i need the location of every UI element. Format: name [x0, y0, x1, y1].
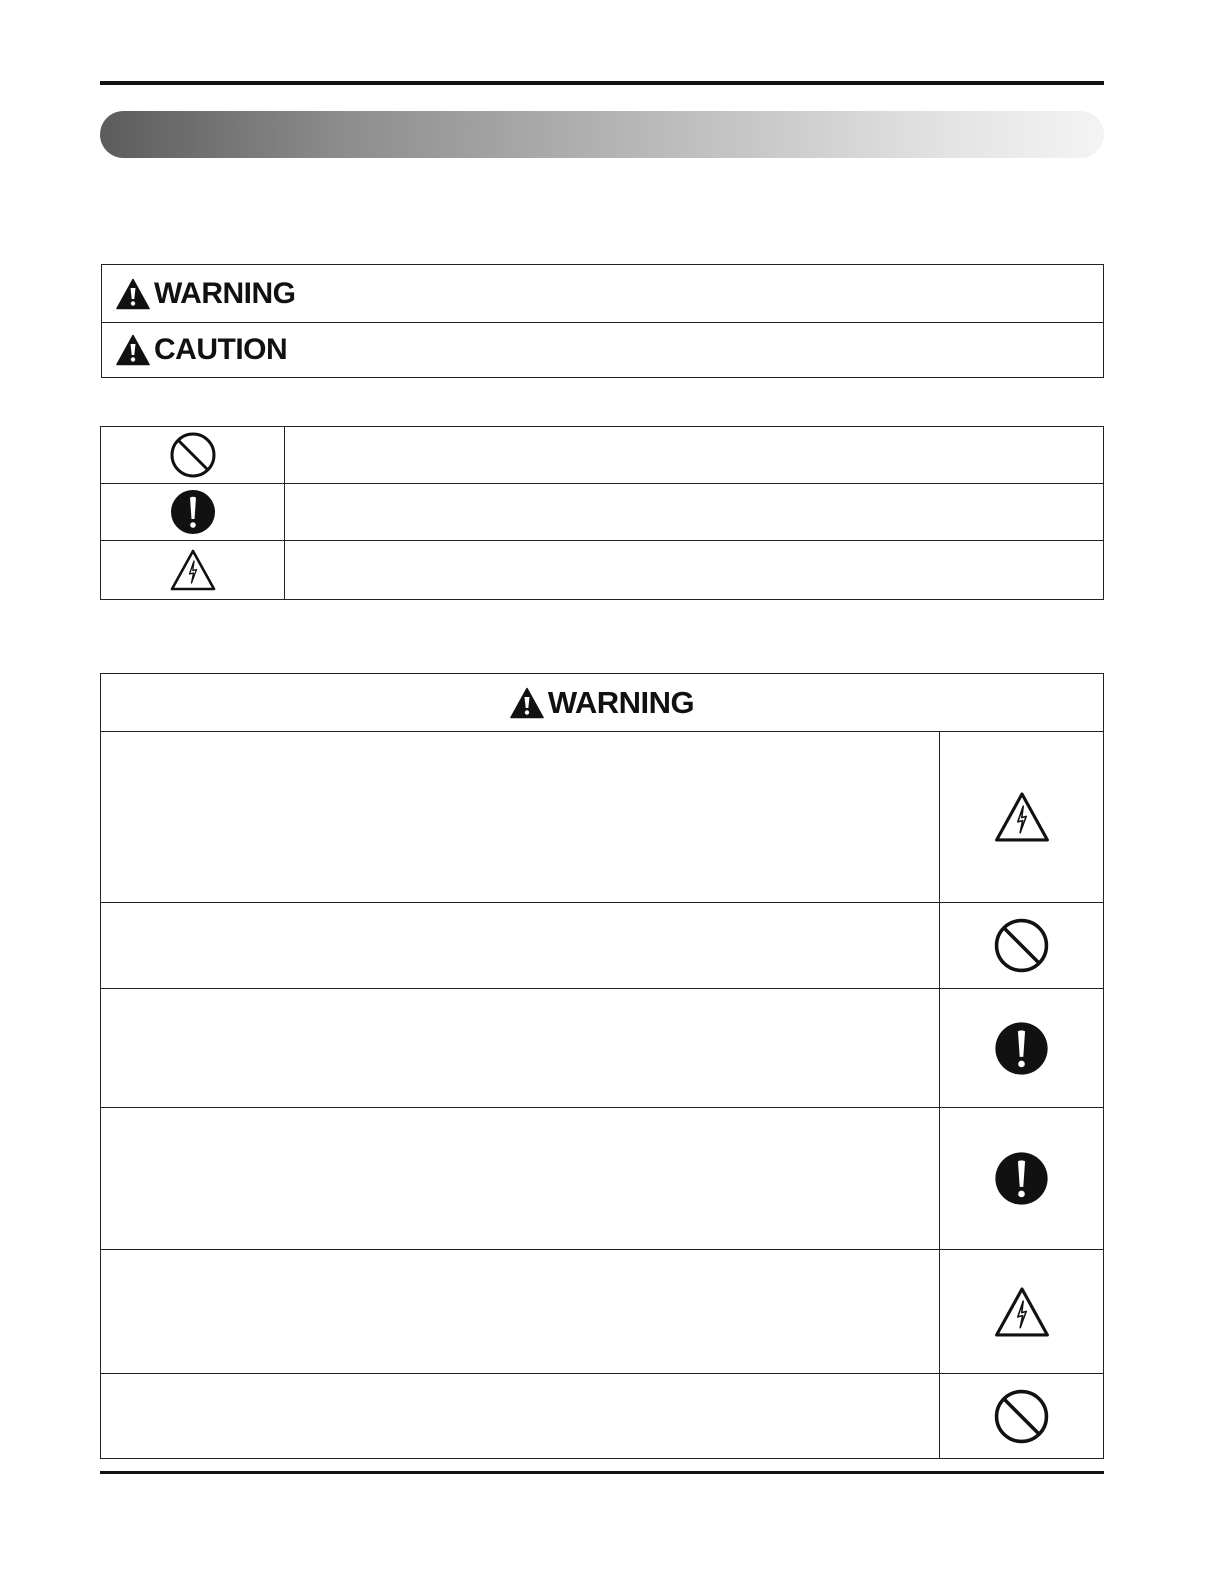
- warning-triangle-icon: [116, 278, 150, 310]
- signal-word-table: [101, 264, 1104, 378]
- symbol-legend-table: [100, 426, 1104, 600]
- warning-text: [101, 903, 940, 988]
- prohibition-icon: [993, 1388, 1050, 1445]
- prohibition-icon: [993, 917, 1050, 974]
- warning-text: [101, 1108, 940, 1249]
- warning-table: [100, 673, 1104, 1459]
- signal-row-caution: [102, 323, 1103, 377]
- signal-word-caution: CAUTION: [154, 333, 288, 366]
- symbol-description: [285, 541, 1103, 599]
- bottom-rule: [100, 1471, 1104, 1474]
- warning-row: [101, 1374, 1103, 1458]
- symbol-row-mandatory: [101, 484, 1103, 541]
- electric-shock-icon: [169, 548, 217, 592]
- warning-row: [101, 1250, 1103, 1374]
- symbol-description: [285, 484, 1103, 540]
- signal-word-warning: WARNING: [154, 276, 296, 310]
- warning-triangle-icon: [510, 687, 544, 719]
- warning-row: [101, 989, 1103, 1108]
- prohibition-icon: [169, 431, 217, 479]
- warning-row: [101, 903, 1103, 989]
- warning-table-title: WARNING: [547, 684, 695, 720]
- mandatory-action-icon: [993, 1150, 1050, 1207]
- symbol-row-electric-shock: [101, 541, 1103, 599]
- electric-shock-icon: [993, 790, 1051, 844]
- warning-triangle-icon: [116, 334, 150, 366]
- mandatory-action-icon: [993, 1020, 1050, 1077]
- symbol-row-prohibition: [101, 427, 1103, 484]
- mandatory-action-icon: [169, 488, 217, 536]
- warning-text: [101, 731, 940, 902]
- warning-row: [101, 731, 1103, 903]
- signal-row-warning: [102, 265, 1103, 323]
- electric-shock-icon: [993, 1285, 1051, 1339]
- section-banner: [100, 111, 1104, 158]
- warning-text: [101, 1374, 940, 1458]
- warning-row: [101, 1108, 1103, 1250]
- warning-text: [101, 989, 940, 1107]
- top-rule: [100, 81, 1104, 85]
- warning-table-header: [101, 674, 1103, 732]
- symbol-description: [285, 427, 1103, 483]
- warning-text: [101, 1250, 940, 1373]
